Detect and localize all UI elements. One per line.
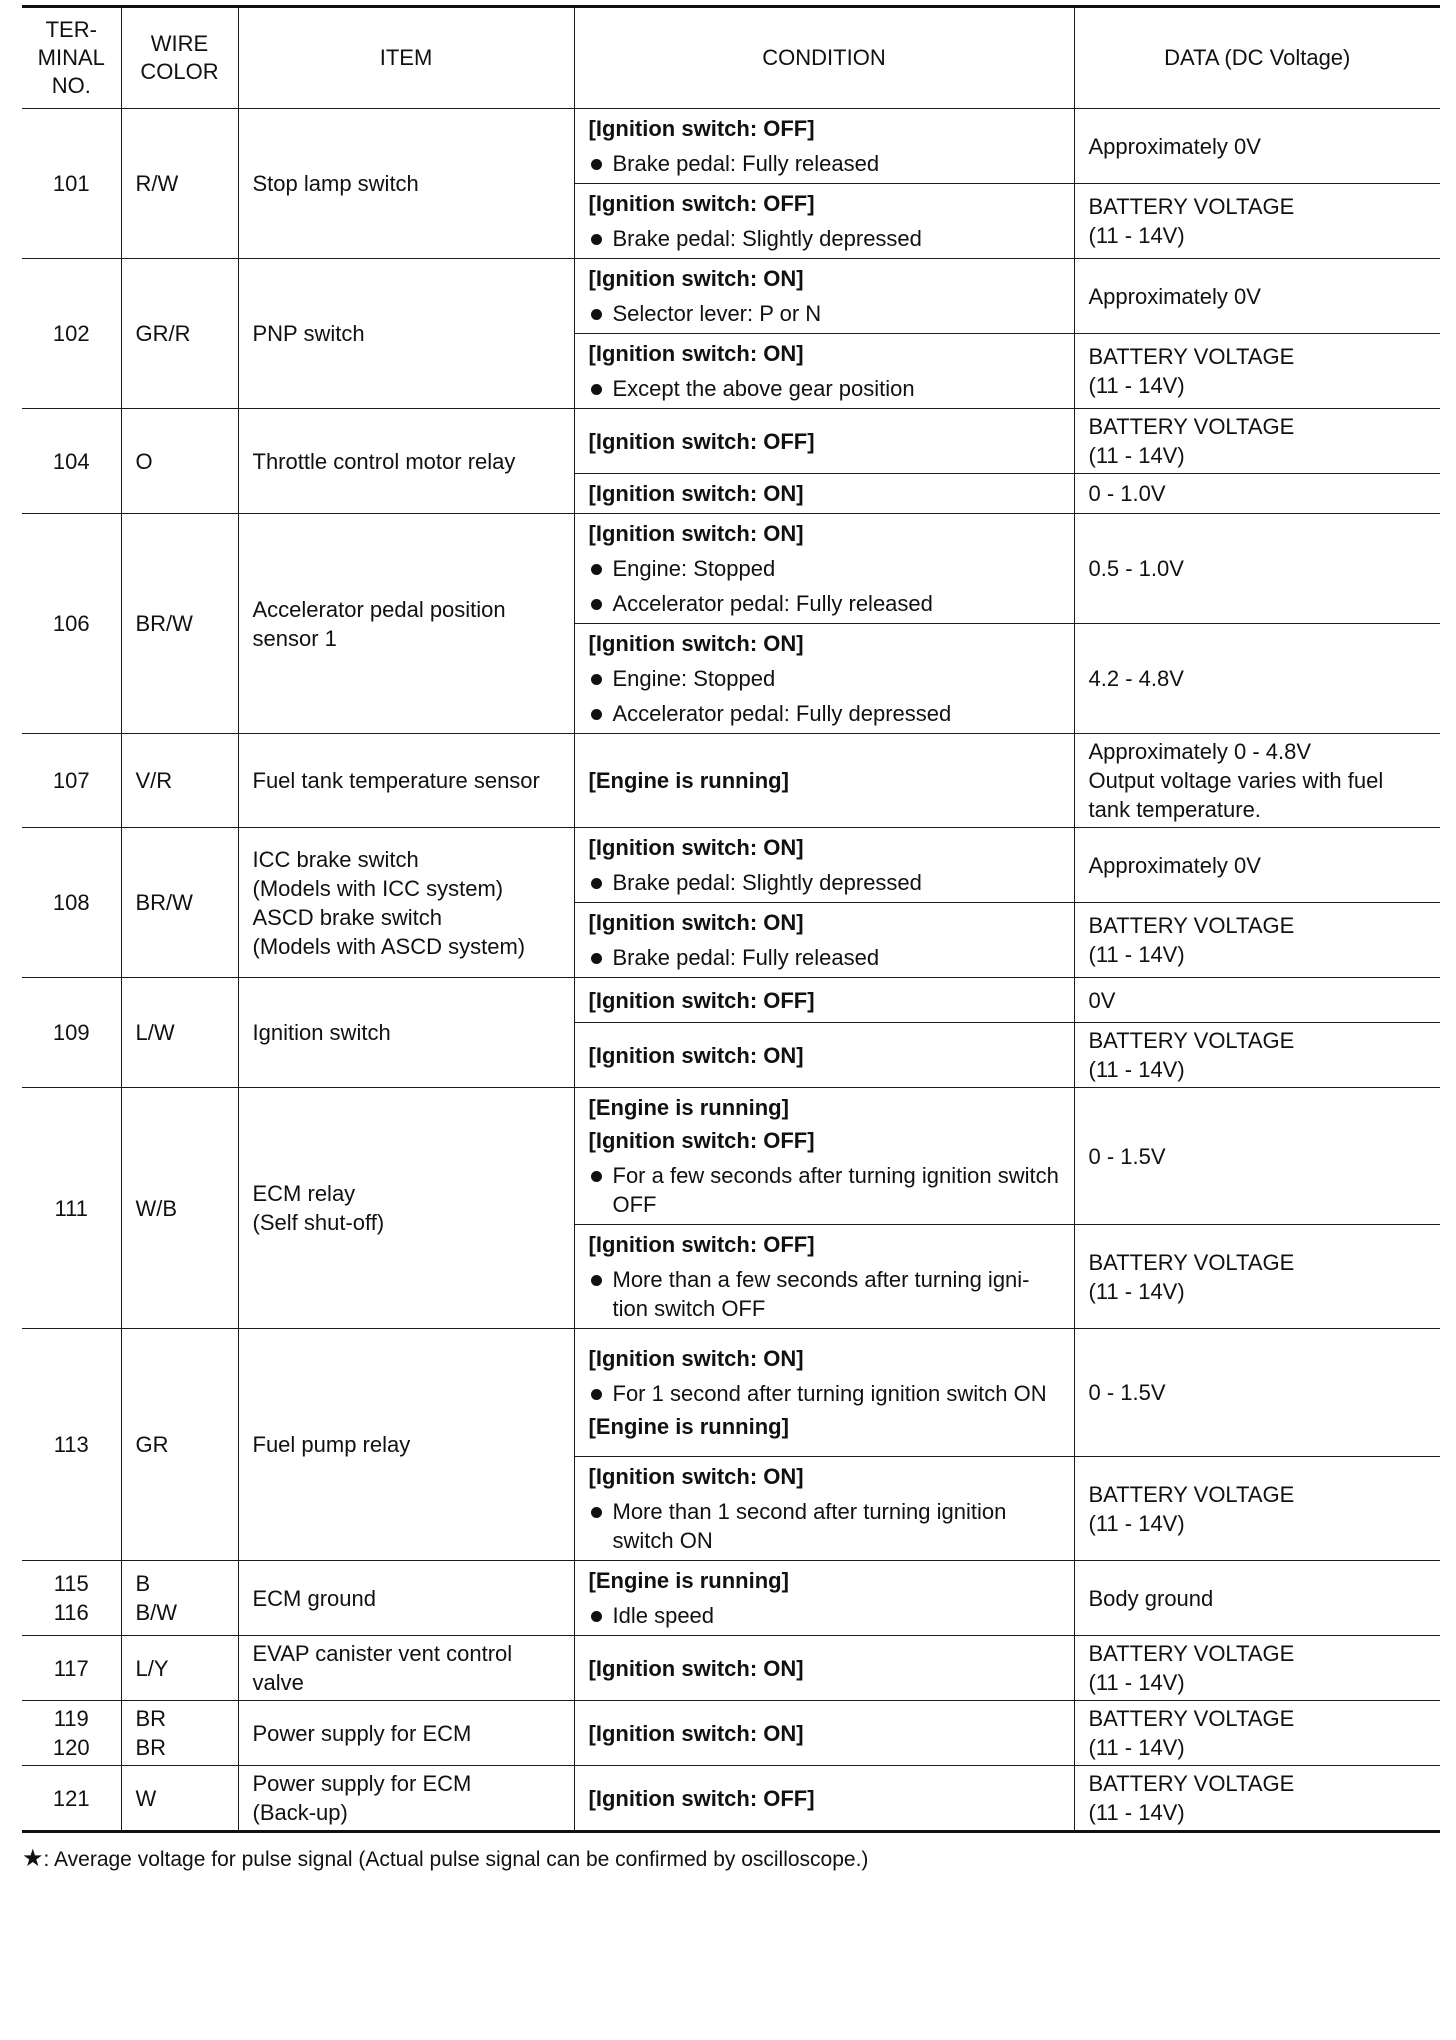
data-voltage-cell xyxy=(1074,1225,1440,1329)
table-row xyxy=(22,1701,1440,1766)
item-cell xyxy=(238,259,574,409)
header-condition: CONDITION xyxy=(574,7,1074,109)
item-cell xyxy=(238,1329,574,1561)
data-voltage-line: Output voltage varies with fuel xyxy=(1088,768,1384,793)
wire-color-cell xyxy=(121,109,238,259)
data-voltage-cell xyxy=(1074,828,1440,903)
terminal-number-line: 115 xyxy=(53,1571,89,1596)
condition-heading: [Ignition switch: ON] xyxy=(588,1464,804,1489)
data-voltage-line: 0 - 1.0V xyxy=(1088,481,1166,506)
item-line: (Back-up) xyxy=(252,1800,348,1825)
table-row xyxy=(22,1636,1440,1701)
data-voltage-cell xyxy=(1074,1457,1440,1561)
table-row xyxy=(22,109,1440,184)
data-voltage-line: 4.2 - 4.8V xyxy=(1088,666,1184,691)
data-voltage-line: Approximately 0V xyxy=(1088,852,1261,878)
wire-color-line: BR/W xyxy=(135,611,193,636)
terminal-data-document xyxy=(22,5,1440,1874)
item-cell xyxy=(238,514,574,734)
wire-color-cell xyxy=(121,1561,238,1636)
data-voltage-cell xyxy=(1074,1561,1440,1636)
condition-bullet-item: Brake pedal: Slightly depressed xyxy=(589,864,1060,899)
data-voltage-line: BATTERY VOLTAGE xyxy=(1088,1028,1295,1053)
data-voltage-line: BATTERY VOLTAGE xyxy=(1088,1706,1295,1731)
data-voltage-line: BATTERY VOLTAGE xyxy=(1088,1771,1295,1796)
wire-color-line: R/W xyxy=(135,171,179,196)
item-line: (Models with ICC system) xyxy=(252,875,504,901)
condition-bullet-item: For 1 second after turning ignition switch ON xyxy=(589,1375,1060,1410)
item-line: ECM ground xyxy=(252,1585,377,1611)
data-voltage-line: (11 - 14V) xyxy=(1088,1670,1185,1695)
wire-color-line: L/W xyxy=(135,1020,175,1045)
data-voltage-cell xyxy=(1074,474,1440,514)
data-voltage-line: (11 - 14V) xyxy=(1088,1278,1185,1304)
table-row xyxy=(22,259,1440,334)
terminal-number-line: 121 xyxy=(52,1785,90,1811)
condition-heading: [Ignition switch: ON] xyxy=(588,631,804,656)
data-voltage-line: (11 - 14V) xyxy=(1088,443,1185,468)
star-icon: ★ xyxy=(22,1845,44,1872)
item-cell xyxy=(238,1766,574,1832)
condition-heading: [Ignition switch: ON] xyxy=(588,266,804,291)
data-voltage-line: Body ground xyxy=(1088,1585,1214,1611)
data-voltage-line: (11 - 14V) xyxy=(1088,942,1185,967)
item-cell xyxy=(238,734,574,828)
item-line: EVAP canister vent control xyxy=(252,1641,513,1666)
wire-color-line: B xyxy=(135,1571,151,1596)
data-voltage-cell xyxy=(1074,109,1440,184)
data-voltage-line: BATTERY VOLTAGE xyxy=(1088,194,1295,219)
data-voltage-cell xyxy=(1074,1636,1440,1701)
condition-cell xyxy=(574,1766,1074,1832)
condition-bullet-item: Idle speed xyxy=(589,1597,1060,1632)
wire-color-line: GR/R xyxy=(135,321,191,346)
data-voltage-line: BATTERY VOLTAGE xyxy=(1088,344,1295,369)
condition-cell xyxy=(574,1329,1074,1457)
table-row xyxy=(22,1329,1440,1457)
terminal-number-line: 116 xyxy=(53,1600,89,1625)
data-voltage-cell xyxy=(1074,184,1440,259)
terminal-number-cell xyxy=(22,828,121,978)
condition-heading: [Engine is running] xyxy=(588,768,789,793)
condition-bullet-item: Brake pedal: Slightly depressed xyxy=(589,220,1060,255)
wire-color-cell xyxy=(121,734,238,828)
item-line: Ignition switch xyxy=(252,1020,391,1045)
item-cell xyxy=(238,1561,574,1636)
data-voltage-line: Approximately 0V xyxy=(1088,133,1261,159)
data-voltage-line: (11 - 14V) xyxy=(1088,1510,1185,1536)
wire-color-cell xyxy=(121,1701,238,1766)
condition-bullet-item: Accelerator pedal: Fully depressed xyxy=(589,695,1060,730)
terminal-number-line: 106 xyxy=(52,611,90,636)
condition-bullet-item: Engine: Stopped xyxy=(589,550,1060,585)
item-line: PNP switch xyxy=(252,321,365,346)
data-voltage-cell xyxy=(1074,259,1440,334)
condition-cell xyxy=(574,1088,1074,1225)
wire-color-cell xyxy=(121,1766,238,1832)
footnote-text: : Average voltage for pulse signal (Actual pulse signal can be confirmed by oscilloscope.) xyxy=(43,1848,869,1871)
terminal-number-line: 108 xyxy=(52,890,90,915)
data-voltage-line: 0 - 1.5V xyxy=(1088,1143,1166,1169)
condition-cell xyxy=(574,624,1074,734)
header-terminal-number: TER- MINAL NO. xyxy=(22,7,121,109)
terminal-number-cell xyxy=(22,978,121,1088)
condition-cell xyxy=(574,184,1074,259)
condition-cell xyxy=(574,1636,1074,1701)
data-voltage-line: (11 - 14V) xyxy=(1088,373,1185,398)
condition-cell xyxy=(574,474,1074,514)
terminal-number-line: 104 xyxy=(52,448,90,474)
terminal-number-line: 117 xyxy=(53,1655,89,1681)
header-wire-color: WIRE COLOR xyxy=(121,7,238,109)
terminal-number-cell xyxy=(22,734,121,828)
terminal-number-line: 119 xyxy=(53,1706,89,1731)
condition-cell xyxy=(574,109,1074,184)
wire-color-line: O xyxy=(135,448,153,474)
wire-color-line: L/Y xyxy=(135,1655,169,1681)
wire-color-line: BR xyxy=(135,1706,167,1731)
condition-bullet-item: Except the above gear position xyxy=(589,370,1060,405)
condition-bullet-item: For a few seconds after turning ignition switch OFF xyxy=(589,1157,1060,1221)
table-body xyxy=(22,109,1440,1832)
table-header-row xyxy=(22,7,1440,109)
terminal-number-line: 109 xyxy=(52,1020,90,1045)
data-voltage-line: tank temperature. xyxy=(1088,797,1261,822)
condition-heading: [Ignition switch: OFF] xyxy=(588,1232,815,1257)
item-cell xyxy=(238,109,574,259)
data-voltage-line: BATTERY VOLTAGE xyxy=(1088,913,1295,938)
item-line: Fuel tank temperature sensor xyxy=(252,768,540,793)
condition-heading: [Ignition switch: OFF] xyxy=(588,1128,815,1153)
condition-cell xyxy=(574,514,1074,624)
wire-color-cell xyxy=(121,978,238,1088)
item-cell xyxy=(238,1088,574,1329)
wire-color-cell xyxy=(121,514,238,734)
item-line: sensor 1 xyxy=(252,625,337,651)
condition-cell xyxy=(574,334,1074,409)
condition-heading: [Ignition switch: ON] xyxy=(588,521,804,546)
data-voltage-cell xyxy=(1074,978,1440,1023)
condition-heading: [Ignition switch: ON] xyxy=(588,341,804,366)
header-data: DATA (DC Voltage) xyxy=(1074,7,1440,109)
data-voltage-cell xyxy=(1074,903,1440,978)
wire-color-line: GR xyxy=(135,1432,169,1457)
data-voltage-line: 0.5 - 1.0V xyxy=(1088,556,1184,581)
condition-heading: [Ignition switch: OFF] xyxy=(588,116,815,141)
condition-cell xyxy=(574,1457,1074,1561)
table-row xyxy=(22,978,1440,1023)
condition-bullet-item: Selector lever: P or N xyxy=(589,295,1060,330)
data-voltage-cell xyxy=(1074,734,1440,828)
condition-cell xyxy=(574,409,1074,474)
wire-color-line: W/B xyxy=(135,1195,178,1221)
table-row xyxy=(22,734,1440,828)
item-line: Stop lamp switch xyxy=(252,171,419,196)
terminal-number-cell xyxy=(22,1329,121,1561)
data-voltage-line: (11 - 14V) xyxy=(1088,223,1185,248)
data-voltage-cell xyxy=(1074,1766,1440,1832)
item-cell xyxy=(238,1701,574,1766)
item-line: valve xyxy=(252,1670,304,1695)
condition-heading: [Ignition switch: ON] xyxy=(588,481,804,506)
condition-heading: [Ignition switch: OFF] xyxy=(588,428,815,454)
condition-cell xyxy=(574,903,1074,978)
wire-color-cell xyxy=(121,409,238,514)
data-voltage-cell xyxy=(1074,1329,1440,1457)
condition-cell xyxy=(574,1225,1074,1329)
table-row xyxy=(22,1561,1440,1636)
item-cell xyxy=(238,828,574,978)
data-voltage-cell xyxy=(1074,1701,1440,1766)
item-cell xyxy=(238,978,574,1088)
item-cell xyxy=(238,409,574,514)
wire-color-cell xyxy=(121,1636,238,1701)
table-row xyxy=(22,409,1440,474)
condition-heading: [Ignition switch: ON] xyxy=(588,1720,804,1746)
condition-bullet-item: Engine: Stopped xyxy=(589,660,1060,695)
table-row xyxy=(22,514,1440,624)
table-row xyxy=(22,1088,1440,1225)
terminal-number-cell xyxy=(22,1561,121,1636)
data-voltage-line: BATTERY VOLTAGE xyxy=(1088,1249,1295,1275)
data-voltage-line: 0V xyxy=(1088,987,1116,1013)
terminal-number-cell xyxy=(22,1766,121,1832)
data-voltage-line: BATTERY VOLTAGE xyxy=(1088,1641,1295,1666)
wire-color-line: BR/W xyxy=(135,890,193,915)
terminal-number-line: 101 xyxy=(52,171,90,196)
wire-color-line: W xyxy=(135,1785,157,1811)
terminal-number-cell xyxy=(22,1088,121,1329)
condition-heading: [Ignition switch: OFF] xyxy=(588,191,815,216)
item-line: Power supply for ECM xyxy=(252,1771,472,1796)
condition-cell xyxy=(574,828,1074,903)
item-line: ECM relay xyxy=(252,1181,356,1206)
data-voltage-line: (11 - 14V) xyxy=(1088,1057,1185,1082)
condition-bullet-item: More than 1 second after turning ignition switch ON xyxy=(589,1493,1060,1557)
item-line: ASCD brake switch xyxy=(252,904,443,930)
wire-color-cell xyxy=(121,259,238,409)
wire-color-line: BR xyxy=(135,1735,167,1760)
table-row xyxy=(22,828,1440,903)
item-line: Accelerator pedal position xyxy=(252,596,506,622)
condition-cell xyxy=(574,259,1074,334)
condition-heading: [Engine is running] xyxy=(588,1095,789,1120)
condition-bullet-item: More than a few seconds after turning igni-tion switch OFF xyxy=(589,1261,1060,1325)
condition-heading: [Engine is running] xyxy=(588,1414,789,1439)
data-voltage-line: (11 - 14V) xyxy=(1088,1800,1185,1825)
condition-heading: [Ignition switch: ON] xyxy=(588,1655,804,1681)
terminal-number-cell xyxy=(22,259,121,409)
condition-bullet-item: Brake pedal: Fully released xyxy=(589,939,1060,974)
item-line: Throttle control motor relay xyxy=(252,448,516,474)
condition-cell xyxy=(574,734,1074,828)
data-voltage-line: (11 - 14V) xyxy=(1088,1735,1185,1760)
item-line: Power supply for ECM xyxy=(252,1720,472,1746)
data-voltage-cell xyxy=(1074,1023,1440,1088)
table-row xyxy=(22,1766,1440,1832)
data-voltage-line: 0 - 1.5V xyxy=(1088,1380,1166,1405)
terminal-number-line: 107 xyxy=(52,768,90,793)
data-voltage-line: BATTERY VOLTAGE xyxy=(1088,1481,1295,1507)
terminal-number-cell xyxy=(22,1636,121,1701)
data-voltage-cell xyxy=(1074,1088,1440,1225)
data-voltage-cell xyxy=(1074,334,1440,409)
item-line: (Self shut-off) xyxy=(252,1210,385,1235)
condition-heading: [Ignition switch: OFF] xyxy=(588,987,815,1013)
terminal-number-line: 111 xyxy=(54,1195,88,1221)
condition-cell xyxy=(574,978,1074,1023)
data-voltage-cell xyxy=(1074,514,1440,624)
condition-heading: [Engine is running] xyxy=(588,1568,789,1593)
wire-color-cell xyxy=(121,828,238,978)
terminal-number-cell xyxy=(22,109,121,259)
wire-color-cell xyxy=(121,1329,238,1561)
terminal-number-line: 113 xyxy=(53,1432,89,1457)
ecm-terminal-table xyxy=(22,5,1440,1833)
item-line: Fuel pump relay xyxy=(252,1432,411,1457)
data-voltage-cell xyxy=(1074,624,1440,734)
condition-cell xyxy=(574,1023,1074,1088)
condition-heading: [Ignition switch: ON] xyxy=(588,835,804,860)
condition-heading: [Ignition switch: ON] xyxy=(588,910,804,935)
terminal-number-cell xyxy=(22,514,121,734)
terminal-number-line: 102 xyxy=(52,321,90,346)
condition-cell xyxy=(574,1701,1074,1766)
data-voltage-cell xyxy=(1074,409,1440,474)
item-line: (Models with ASCD system) xyxy=(252,933,526,959)
terminal-number-cell xyxy=(22,1701,121,1766)
data-voltage-line: Approximately 0 - 4.8V xyxy=(1088,739,1312,764)
condition-heading: [Ignition switch: ON] xyxy=(588,1042,804,1068)
condition-cell xyxy=(574,1561,1074,1636)
terminal-number-line: 120 xyxy=(52,1735,90,1760)
footnote xyxy=(22,1845,1440,1874)
data-voltage-line: BATTERY VOLTAGE xyxy=(1088,414,1295,439)
condition-heading: [Ignition switch: ON] xyxy=(588,1346,804,1371)
terminal-number-cell xyxy=(22,409,121,514)
wire-color-line: V/R xyxy=(135,768,173,793)
condition-heading: [Ignition switch: OFF] xyxy=(588,1785,815,1811)
condition-bullet-item: Accelerator pedal: Fully released xyxy=(589,585,1060,620)
item-line: ICC brake switch xyxy=(252,846,419,872)
condition-bullet-item: Brake pedal: Fully released xyxy=(589,145,1060,180)
wire-color-line: B/W xyxy=(135,1600,178,1625)
header-item: ITEM xyxy=(238,7,574,109)
wire-color-cell xyxy=(121,1088,238,1329)
item-cell xyxy=(238,1636,574,1701)
data-voltage-line: Approximately 0V xyxy=(1088,283,1261,309)
